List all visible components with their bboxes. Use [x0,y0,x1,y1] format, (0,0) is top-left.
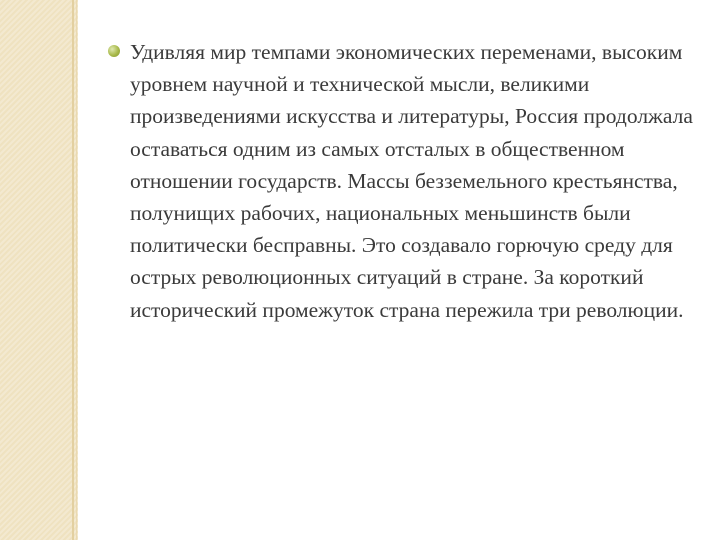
round-bullet-icon [108,45,120,57]
bullet-text: Удивляя мир темпами экономических переменами, высоким уровнем научной и технической мысли, великими произведениями искусства и литературы, Россия продолжала оставаться одним из самых отсталых в общественном отношении государств. Массы безземельного крестьянства, полунищих рабочих, национальных меньшинств были политически бесправны. Это создавало горючую среду для острых революционных ситуаций в стране. За короткий исторический промежуток страна пережила три революции. [130,40,693,322]
decorative-side-line [76,0,77,540]
decorative-side-line [72,0,74,540]
decorative-side-panel [0,0,78,540]
